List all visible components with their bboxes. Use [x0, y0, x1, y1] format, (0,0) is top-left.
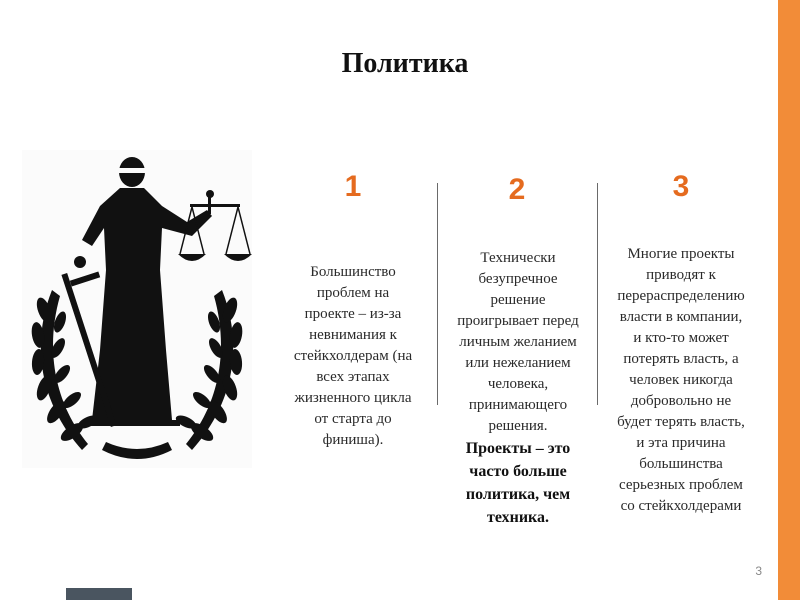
column-2-number: 2	[508, 173, 526, 206]
accent-bar	[778, 0, 800, 600]
column-divider-1	[437, 183, 438, 405]
column-1	[292, 262, 414, 451]
column-2-bold-text: Проекты – это часто больше политика, чем техника.	[465, 440, 571, 526]
column-1-text: Большинство проблем на проекте – из-за невнимания к стейкхолдерам (на всех этапах жизненного цикла от старта до финиша).	[293, 264, 413, 448]
column-3	[616, 244, 746, 600]
column-1-number: 1	[344, 170, 362, 203]
column-divider-2	[597, 183, 598, 405]
column-3-number: 3	[672, 170, 690, 203]
page-number: 3	[755, 564, 762, 578]
column-3-text: Многие проекты приводят к перераспределению власти в компании, и кто-то может потерять власть, а человек никогда добровольно не будет терять власть, и эта причина большинства серьезных проблем со стейкхолдерами	[617, 246, 745, 514]
slide-title: Политика	[341, 48, 469, 79]
corner-box	[66, 588, 132, 600]
themis-emblem	[22, 150, 252, 468]
column-2-text: Технически безупречное решение проигрывает перед личным желанием или нежеланием человека, принимающего решения.	[457, 250, 579, 434]
column-2	[457, 248, 579, 529]
justice-scales-icon	[22, 150, 252, 468]
